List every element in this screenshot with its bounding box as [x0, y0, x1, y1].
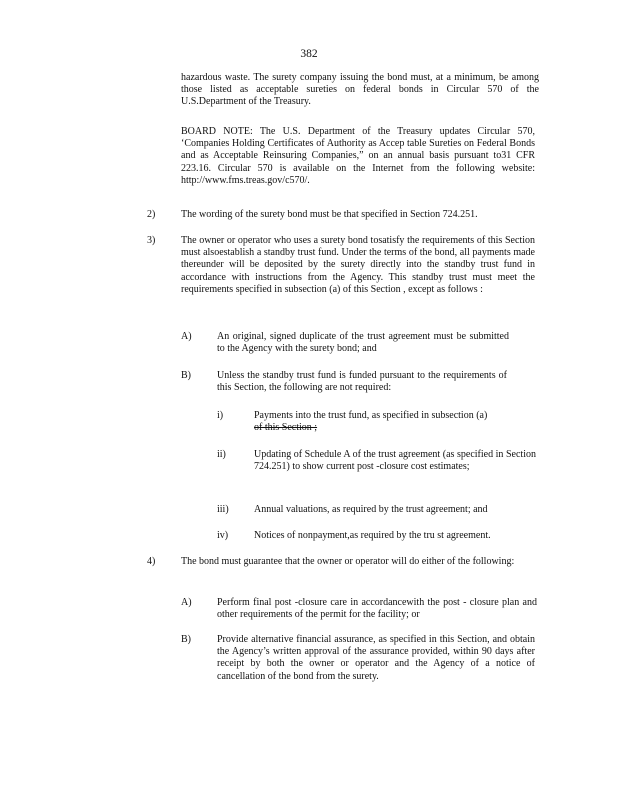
item-number: 2) — [147, 209, 156, 220]
item-text: Notices of nonpayment,as required by the tru st agreement. — [254, 530, 491, 541]
item-text: The owner or operator who uses a surety bond tosatisfy the requirements of this Section must alsoestablish a standby trust fund. Under the terms of the bond, all payments made thereunder will be deposited by the surety directly into the standby trust fund in accordance with instructions from the Agency. This standby trust must meet the requirements specified in subsection (a) of this Section , except as follows : — [181, 235, 535, 295]
item-text-wrap — [254, 410, 536, 434]
item-text: An original, signed duplicate of the trust agreement must be submitted to the Agency with the surety bond; and — [217, 331, 509, 355]
item-text: Payments into the trust fund, as specified in subsection (a) — [254, 410, 488, 421]
item-text: Provide alternative financial assurance, as specified in this Section, and obtain the Agency’s written approval of the assurance provided, within 90 days after receipt by both the owner or operator and the Agency of a notice of cancellation of the bond from the surety. — [217, 634, 535, 682]
item-number: 3) — [147, 235, 156, 246]
item-text: Annual valuations, as required by the trust agreement; and — [254, 504, 488, 515]
item-text: Unless the standby trust fund is funded pursuant to the requirements of this Section, the following are not required: — [217, 370, 507, 394]
item-number: A) — [181, 331, 192, 342]
item-text: The bond must guarantee that the owner or operator will do either of the following: — [181, 556, 515, 567]
item-number: A) — [181, 597, 192, 608]
item-number: iii) — [217, 504, 229, 515]
item-number: 4) — [147, 556, 156, 567]
board-note: BOARD NOTE: The U.S. Department of the Treasury updates Circular 570, ‘Companies Holding Certificates of Authority as Accep table Sureties on Federal Bonds and as Acceptable Reinsuring Companies,” on an annual basis pursuant to31 CFR 223.16. Circular 570 is available on the Internet from the following website: http://www.fms.treas.gov/c570/. — [181, 126, 535, 186]
item-text: The wording of the surety bond must be that specified in Section 724.251. — [181, 209, 478, 220]
struck-text: of this Section ; — [254, 422, 318, 434]
page-number: 382 — [300, 48, 318, 60]
intro-paragraph: hazardous waste. The surety company issuing the bond must, at a minimum, be among those listed as acceptable sureties on federal bonds in Circular 570 of the U.S.Department of the Treasury. — [181, 72, 539, 108]
item-number: i) — [217, 410, 224, 421]
item-text: Perform final post -closure care in accordancewith the post - closure plan and other requirements of the permit for the facility; or — [217, 597, 537, 621]
item-number: ii) — [217, 449, 226, 460]
item-number: B) — [181, 370, 191, 381]
item-number: iv) — [217, 530, 229, 541]
item-number: B) — [181, 634, 191, 645]
item-text: Updating of Schedule A of the trust agreement (as specified in Section 724.251) to show current post -closure cost estimates; — [254, 449, 536, 473]
